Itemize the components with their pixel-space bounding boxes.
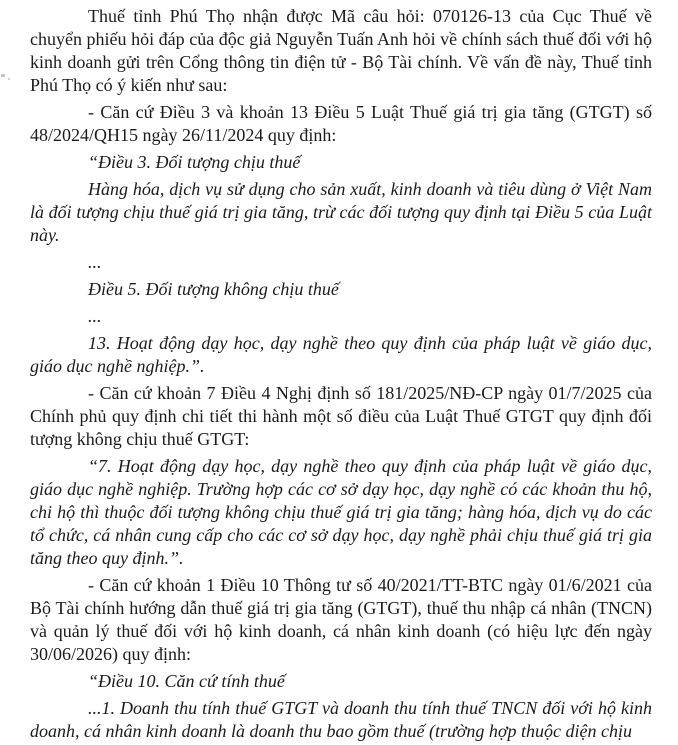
basis-decree-181: - Căn cứ khoản 7 Điều 4 Nghị định số 181/2025/NĐ-CP ngày 01/7/2025 của Chính phủ quy định chi tiết thi hành một số điều của Luật Thuế GTGT quy định đối tượng không chịu thuế GTGT:	[30, 383, 652, 449]
scan-speck	[8, 78, 10, 80]
quote-article-10-body: ...1. Doanh thu tính thuế GTGT và doanh thu tính thuế TNCN đối với hộ kinh doanh, cá nhân kinh doanh là doanh thu bao gồm thuế (trường hợp thuộc diện chịu	[30, 698, 652, 741]
basis-gtgt-law: - Căn cứ Điều 3 và khoản 13 Điều 5 Luật Thuế giá trị gia tăng (GTGT) số 48/2024/QH15 ngày 26/11/2024 quy định:	[30, 102, 652, 145]
quote-clause-13: 13. Hoạt động dạy học, dạy nghề theo quy định của pháp luật về giáo dục, giáo dục nghề nghiệp.”.	[30, 333, 652, 376]
quote-article-3-body: Hàng hóa, dịch vụ sử dụng cho sản xuất, kinh doanh và tiêu dùng ở Việt Nam là đối tượng chịu thuế giá trị gia tăng, trừ các đối tượng quy định tại Điều 5 của Luật này.	[30, 179, 652, 245]
intro-paragraph: Thuế tỉnh Phú Thọ nhận được Mã câu hỏi: 070126-13 của Cục Thuế về chuyển phiếu hỏi đáp của độc giả Nguyễn Tuấn Anh hỏi về chính sách thuế đối với hộ kinh doanh gửi trên Cổng thông tin điện tử - Bộ Tài chính. Về vấn đề này, Thuế tỉnh Phú Thọ có ý kiến như sau:	[30, 6, 652, 95]
quote-ellipsis-2: ...	[88, 306, 102, 326]
quote-ellipsis-1: ...	[88, 252, 102, 272]
quote-article-10-heading: “Điều 10. Căn cứ tính thuế	[88, 671, 285, 691]
quote-article-5-heading: Điều 5. Đối tượng không chịu thuế	[88, 279, 339, 299]
scan-speck	[1, 74, 5, 77]
basis-circular-40: - Căn cứ khoản 1 Điều 10 Thông tư số 40/2021/TT-BTC ngày 01/6/2021 của Bộ Tài chính hướng dẫn thuế giá trị gia tăng (GTGT), thuế thu nhập cá nhân (TNCN) và quản lý thuế đối với hộ kinh doanh, cá nhân kinh doanh (có hiệu lực đến ngày 30/06/2026) quy định:	[30, 575, 652, 664]
quote-article-3-heading: “Điều 3. Đối tượng chịu thuế	[88, 152, 301, 172]
quote-clause-7: “7. Hoạt động dạy học, dạy nghề theo quy định của pháp luật về giáo dục, giáo dục nghề nghiệp. Trường hợp các cơ sở dạy học, dạy nghề có các khoản thu hộ, chi hộ thì thuộc đối tượng không chịu thuế giá trị gia tăng; hàng hóa, dịch vụ do các tổ chức, cá nhân cung cấp cho các cơ sở dạy học, dạy nghề phải chịu thuế giá trị gia tăng theo quy định.”.	[30, 456, 652, 568]
